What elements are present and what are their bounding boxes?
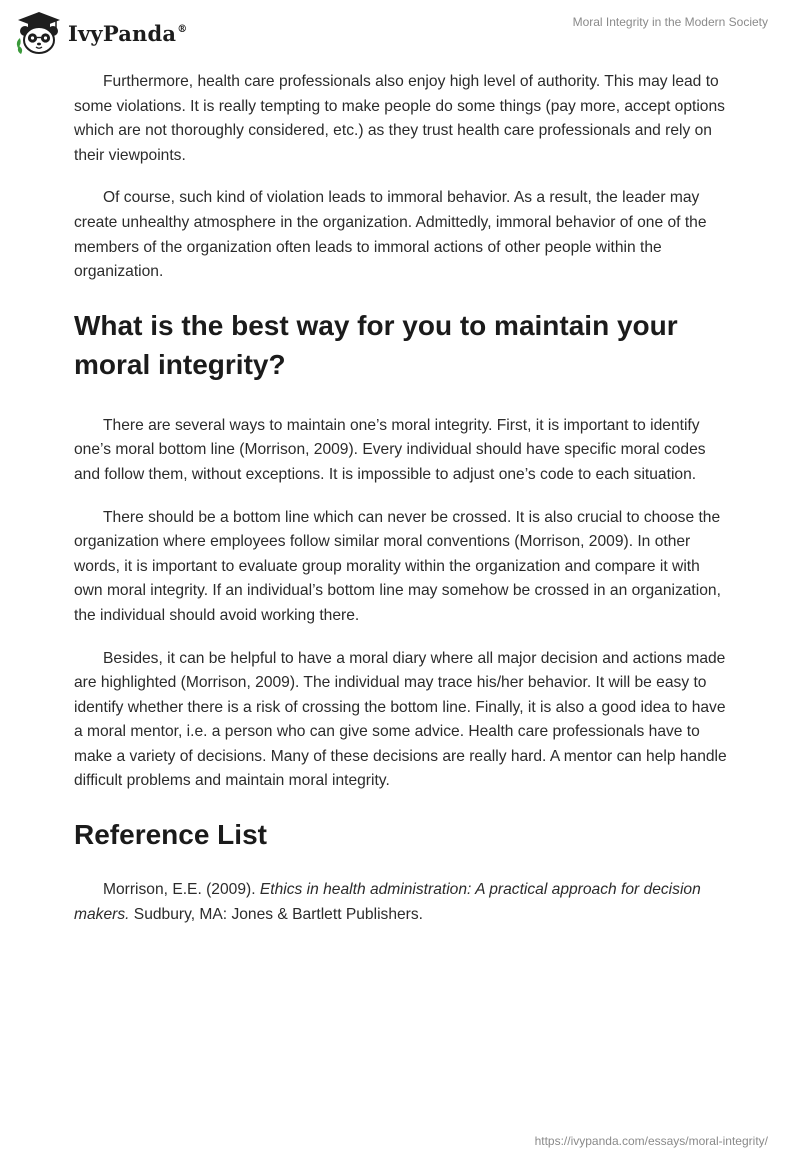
reference-publisher: Sudbury, MA: Jones & Bartlett Publishers. (129, 905, 423, 923)
paragraph: Furthermore, health care professionals also enjoy high level of authority. This may lead to some violations. It is really tempting to make people do some things (pay more, accept options which are not thoroughly considered, etc.) as they trust health care professionals and rely on their viewpoints. (74, 73, 725, 164)
page-header (0, 0, 800, 64)
essay-content (74, 70, 729, 945)
ivypanda-logo[interactable] (14, 10, 187, 56)
paragraph: Besides, it can be helpful to have a moral diary where all major decision and actions made are highlighted (Morrison, 2009). The individual may trace his/her behavior. It will be easy to identify whether there is a risk of crossing the bottom line. Finally, it is also a good idea to have a moral mentor, i.e. a person who can give some advice. Health care professionals have to make a variety of decisions. Many of these decisions are really hard. A mentor can help handle difficult problems and maintain moral integrity. (74, 649, 727, 790)
reference-author: Morrison, E.E. (2009). (103, 881, 260, 899)
reference-title: Ethics in health administration: A practical approach for decision makers. (74, 881, 701, 923)
brand-name: IvyPanda® (68, 20, 188, 46)
paragraph: There are several ways to maintain one’s moral integrity. First, it is important to identify one’s moral bottom line (Morrison, 2009). Every individual should have specific moral codes and follow them, without exceptions. It is impossible to adjust one’s code to each situation. (74, 416, 706, 483)
paragraph: There should be a bottom line which can never be crossed. It is also crucial to choose the organization where employees follow similar moral conventions (Morrison, 2009). In other words, it is important to evaluate group morality within the organization and compare it with own moral integrity. If an individual’s bottom line may somehow be crossed in an organization, the individual should avoid working there. (74, 508, 721, 624)
panda-graduate-icon (14, 10, 64, 56)
paragraph: Of course, such kind of violation leads to immoral behavior. As a result, the leader may create unhealthy atmosphere in the organization. Admittedly, immoral behavior of one of the members of the organization often leads to immoral actions of other people within the organization. (74, 189, 707, 281)
document-title: Moral Integrity in the Modern Society (572, 15, 768, 29)
reference-entry (74, 878, 729, 927)
reference-list-heading: Reference List (74, 819, 267, 851)
source-url[interactable]: https://ivypanda.com/essays/moral-integrity/ (534, 1134, 768, 1148)
section-heading: What is the best way for you to maintain your moral integrity? (74, 309, 678, 380)
